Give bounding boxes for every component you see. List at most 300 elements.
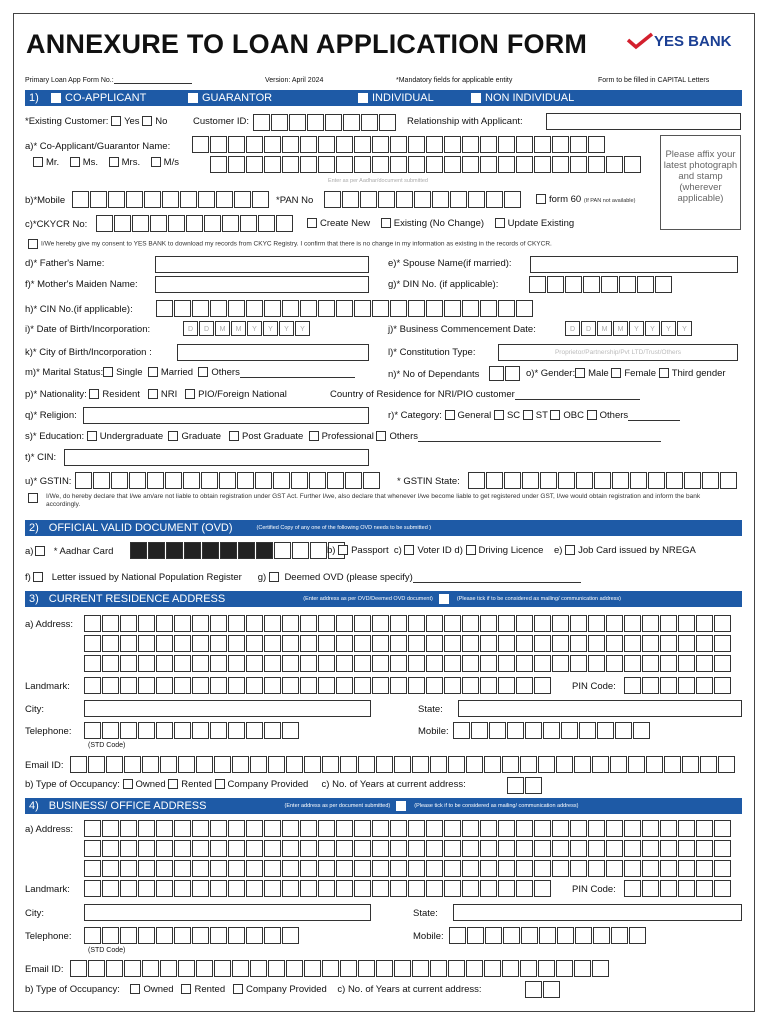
char-box[interactable] [318, 655, 335, 672]
char-box[interactable] [485, 927, 502, 944]
char-box[interactable] [192, 136, 209, 153]
char-box[interactable] [498, 860, 515, 877]
char-box[interactable] [174, 722, 191, 739]
char-box[interactable] [529, 276, 546, 293]
female-checkbox[interactable] [611, 368, 621, 378]
char-box[interactable] [264, 860, 281, 877]
char-box[interactable] [84, 880, 101, 897]
char-box[interactable] [466, 756, 483, 773]
char-box[interactable] [336, 635, 353, 652]
char-box[interactable] [558, 472, 575, 489]
char-box[interactable] [507, 722, 524, 739]
char-box[interactable] [90, 191, 107, 208]
char-box[interactable] [660, 677, 677, 694]
char-box[interactable] [70, 756, 87, 773]
s4-mailing-checkbox[interactable] [396, 801, 406, 811]
char-box[interactable] [449, 927, 466, 944]
char-box[interactable] [624, 156, 641, 173]
char-box[interactable] [498, 136, 515, 153]
char-box[interactable] [678, 860, 695, 877]
char-box[interactable] [102, 615, 119, 632]
char-box[interactable] [156, 880, 173, 897]
date-box[interactable]: D [565, 321, 580, 336]
char-box[interactable] [534, 860, 551, 877]
char-box[interactable] [138, 820, 155, 837]
char-box[interactable] [228, 635, 245, 652]
char-box[interactable] [192, 677, 209, 694]
char-box[interactable] [192, 300, 209, 317]
char-box[interactable] [540, 472, 557, 489]
char-box[interactable] [174, 677, 191, 694]
char-box[interactable] [570, 655, 587, 672]
char-box[interactable] [156, 840, 173, 857]
char-box[interactable] [246, 300, 263, 317]
char-box[interactable] [624, 840, 641, 857]
char-box[interactable] [462, 840, 479, 857]
char-box[interactable] [408, 860, 425, 877]
s3-owned-checkbox[interactable] [123, 779, 133, 789]
char-box[interactable] [210, 860, 227, 877]
char-box[interactable] [210, 655, 227, 672]
char-box[interactable] [505, 366, 520, 381]
post-graduate-checkbox[interactable] [229, 431, 239, 441]
char-box[interactable] [282, 722, 299, 739]
char-box[interactable] [444, 300, 461, 317]
mother-field[interactable] [155, 276, 369, 293]
char-box[interactable] [594, 472, 611, 489]
char-box[interactable] [565, 276, 582, 293]
char-box[interactable] [498, 615, 515, 632]
ckycr-boxes[interactable] [96, 215, 294, 232]
char-box[interactable] [156, 655, 173, 672]
s3-landmark-boxes[interactable] [84, 677, 552, 694]
char-box[interactable] [503, 927, 520, 944]
s4-state-field[interactable] [453, 904, 742, 921]
char-box[interactable] [354, 880, 371, 897]
char-box[interactable] [480, 635, 497, 652]
char-box[interactable] [354, 136, 371, 153]
char-box[interactable] [372, 655, 389, 672]
char-box[interactable] [120, 615, 137, 632]
update-existing-checkbox[interactable] [495, 218, 505, 228]
s4-owned-checkbox[interactable] [130, 984, 140, 994]
char-box[interactable] [480, 677, 497, 694]
char-box[interactable] [666, 472, 683, 489]
char-box[interactable] [336, 677, 353, 694]
s3-company-checkbox[interactable] [215, 779, 225, 789]
char-box[interactable] [534, 677, 551, 694]
char-box[interactable] [354, 840, 371, 857]
char-box[interactable] [186, 215, 203, 232]
char-box[interactable] [174, 840, 191, 857]
char-box[interactable] [390, 677, 407, 694]
char-box[interactable] [606, 635, 623, 652]
char-box[interactable] [162, 191, 179, 208]
char-box[interactable] [138, 880, 155, 897]
date-box[interactable]: Y [645, 321, 660, 336]
char-box[interactable] [390, 300, 407, 317]
char-box[interactable] [183, 472, 200, 489]
char-box[interactable] [252, 191, 269, 208]
char-box[interactable] [678, 655, 695, 672]
char-box[interactable] [120, 722, 137, 739]
s4-address-row2[interactable] [84, 840, 732, 857]
char-box[interactable] [228, 615, 245, 632]
char-box[interactable] [412, 960, 429, 977]
char-box[interactable] [678, 677, 695, 694]
char-box[interactable] [343, 114, 360, 131]
char-box[interactable] [484, 960, 501, 977]
char-box[interactable] [534, 880, 551, 897]
s3-address-row2[interactable] [84, 635, 732, 652]
char-box[interactable] [174, 615, 191, 632]
char-box[interactable] [84, 722, 101, 739]
char-box[interactable] [426, 820, 443, 837]
char-box[interactable] [232, 756, 249, 773]
char-box[interactable] [304, 960, 321, 977]
char-box[interactable] [642, 677, 659, 694]
s4-company-checkbox[interactable] [233, 984, 243, 994]
char-box[interactable] [138, 722, 155, 739]
char-box[interactable] [660, 840, 677, 857]
char-box[interactable] [174, 927, 191, 944]
char-box[interactable] [210, 615, 227, 632]
char-box[interactable] [228, 820, 245, 837]
char-box[interactable] [264, 677, 281, 694]
char-box[interactable] [268, 960, 285, 977]
char-box[interactable] [282, 635, 299, 652]
date-box[interactable]: Y [247, 321, 262, 336]
char-box[interactable] [408, 300, 425, 317]
char-box[interactable] [543, 981, 560, 998]
char-box[interactable] [570, 820, 587, 837]
char-box[interactable] [462, 635, 479, 652]
char-box[interactable] [444, 840, 461, 857]
char-box[interactable] [714, 880, 731, 897]
char-box[interactable] [336, 880, 353, 897]
char-box[interactable] [426, 615, 443, 632]
char-box[interactable] [597, 722, 614, 739]
char-box[interactable] [504, 472, 521, 489]
char-box[interactable] [282, 927, 299, 944]
char-box[interactable] [516, 136, 533, 153]
char-box[interactable] [408, 655, 425, 672]
char-box[interactable] [142, 756, 159, 773]
char-box[interactable] [325, 114, 342, 131]
char-box[interactable] [468, 191, 485, 208]
char-box[interactable] [714, 655, 731, 672]
date-box[interactable]: Y [677, 321, 692, 336]
char-box[interactable] [271, 114, 288, 131]
char-box[interactable] [336, 300, 353, 317]
char-box[interactable] [156, 820, 173, 837]
char-box[interactable] [276, 215, 293, 232]
char-box[interactable] [570, 635, 587, 652]
char-box[interactable] [700, 756, 717, 773]
char-box[interactable] [102, 880, 119, 897]
char-box[interactable] [120, 860, 137, 877]
char-box[interactable] [264, 820, 281, 837]
char-box[interactable] [432, 191, 449, 208]
s4-rented-checkbox[interactable] [181, 984, 191, 994]
char-box[interactable] [561, 722, 578, 739]
char-box[interactable] [444, 860, 461, 877]
char-box[interactable] [646, 756, 663, 773]
char-box[interactable] [570, 156, 587, 173]
char-box[interactable] [525, 777, 542, 794]
existing-no-change-checkbox[interactable] [381, 218, 391, 228]
char-box[interactable] [300, 635, 317, 652]
char-box[interactable] [606, 860, 623, 877]
char-box[interactable] [624, 635, 641, 652]
char-box[interactable] [390, 615, 407, 632]
char-box[interactable] [363, 472, 380, 489]
char-box[interactable] [156, 860, 173, 877]
npr-checkbox[interactable] [33, 572, 43, 582]
s3-pin-boxes[interactable] [624, 677, 732, 694]
aadhar-digit-box[interactable] [202, 542, 219, 559]
char-box[interactable] [174, 860, 191, 877]
char-box[interactable] [516, 156, 533, 173]
char-box[interactable] [534, 820, 551, 837]
aadhar-digit-box[interactable] [256, 542, 273, 559]
char-box[interactable] [246, 840, 263, 857]
s3-mobile-boxes[interactable] [453, 722, 651, 739]
char-box[interactable] [624, 880, 641, 897]
char-box[interactable] [480, 655, 497, 672]
char-box[interactable] [336, 820, 353, 837]
char-box[interactable] [714, 840, 731, 857]
char-box[interactable] [102, 820, 119, 837]
char-box[interactable] [660, 635, 677, 652]
char-box[interactable] [579, 722, 596, 739]
char-box[interactable] [612, 472, 629, 489]
char-box[interactable] [178, 960, 195, 977]
char-box[interactable] [84, 927, 101, 944]
char-box[interactable] [426, 860, 443, 877]
char-box[interactable] [588, 635, 605, 652]
char-box[interactable] [390, 820, 407, 837]
char-box[interactable] [246, 156, 263, 173]
char-box[interactable] [336, 860, 353, 877]
date-box[interactable]: Y [295, 321, 310, 336]
char-box[interactable] [138, 655, 155, 672]
gstin-state-boxes[interactable] [468, 472, 738, 489]
char-box[interactable] [678, 840, 695, 857]
char-box[interactable] [444, 156, 461, 173]
char-box[interactable] [84, 677, 101, 694]
char-box[interactable] [336, 615, 353, 632]
char-box[interactable] [282, 880, 299, 897]
char-box[interactable] [192, 635, 209, 652]
char-box[interactable] [480, 840, 497, 857]
char-box[interactable] [486, 191, 503, 208]
graduate-checkbox[interactable] [168, 431, 178, 441]
char-box[interactable] [300, 860, 317, 877]
char-box[interactable] [498, 820, 515, 837]
char-box[interactable] [372, 615, 389, 632]
char-box[interactable] [102, 860, 119, 877]
aadhar-digit-box[interactable] [220, 542, 237, 559]
char-box[interactable] [642, 820, 659, 837]
char-box[interactable] [426, 655, 443, 672]
char-box[interactable] [588, 655, 605, 672]
char-box[interactable] [300, 136, 317, 153]
char-box[interactable] [450, 191, 467, 208]
dependants-boxes[interactable] [489, 366, 521, 381]
char-box[interactable] [126, 191, 143, 208]
char-box[interactable] [156, 615, 173, 632]
char-box[interactable] [718, 756, 735, 773]
char-box[interactable] [336, 840, 353, 857]
cin-app-boxes[interactable] [156, 300, 534, 317]
char-box[interactable] [538, 756, 555, 773]
char-box[interactable] [210, 880, 227, 897]
char-box[interactable] [84, 840, 101, 857]
char-box[interactable] [174, 880, 191, 897]
char-box[interactable] [414, 191, 431, 208]
char-box[interactable] [246, 635, 263, 652]
char-box[interactable] [246, 860, 263, 877]
opt-guarantor[interactable]: GUARANTOR [188, 92, 272, 104]
char-box[interactable] [354, 860, 371, 877]
char-box[interactable] [360, 191, 377, 208]
aadhar-digit-box[interactable] [238, 542, 255, 559]
char-box[interactable] [394, 756, 411, 773]
char-box[interactable] [615, 722, 632, 739]
opt-non-individual[interactable]: NON INDIVIDUAL [471, 92, 574, 104]
char-box[interactable] [210, 722, 227, 739]
s3-rented-checkbox[interactable] [168, 779, 178, 789]
char-box[interactable] [480, 300, 497, 317]
char-box[interactable] [192, 880, 209, 897]
yes-checkbox[interactable] [111, 116, 121, 126]
char-box[interactable] [264, 722, 281, 739]
char-box[interactable] [714, 615, 731, 632]
char-box[interactable] [534, 635, 551, 652]
char-box[interactable] [522, 472, 539, 489]
aadhar-digit-box[interactable] [130, 542, 147, 559]
char-box[interactable] [102, 655, 119, 672]
char-box[interactable] [426, 840, 443, 857]
char-box[interactable] [637, 276, 654, 293]
char-box[interactable] [102, 677, 119, 694]
char-box[interactable] [408, 880, 425, 897]
char-box[interactable] [660, 820, 677, 837]
char-box[interactable] [588, 615, 605, 632]
char-box[interactable] [354, 655, 371, 672]
char-box[interactable] [516, 820, 533, 837]
char-box[interactable] [520, 756, 537, 773]
char-box[interactable] [289, 114, 306, 131]
char-box[interactable] [246, 820, 263, 837]
char-box[interactable] [502, 756, 519, 773]
char-box[interactable] [268, 756, 285, 773]
char-box[interactable] [210, 677, 227, 694]
char-box[interactable] [480, 820, 497, 837]
char-box[interactable] [165, 472, 182, 489]
char-box[interactable] [216, 191, 233, 208]
s3-address-row1[interactable] [84, 615, 732, 632]
char-box[interactable] [588, 840, 605, 857]
char-box[interactable] [552, 136, 569, 153]
ms-checkbox[interactable] [70, 157, 80, 167]
aadhar-boxes[interactable] [130, 542, 346, 559]
char-box[interactable] [696, 840, 713, 857]
char-box[interactable] [129, 472, 146, 489]
char-box[interactable] [228, 655, 245, 672]
char-box[interactable] [264, 840, 281, 857]
bcd-boxes[interactable] [565, 321, 693, 336]
aadhar-digit-box[interactable] [292, 542, 309, 559]
gst-decl-checkbox[interactable] [28, 493, 38, 503]
char-box[interactable] [246, 722, 263, 739]
aadhar-digit-box[interactable] [310, 542, 327, 559]
char-box[interactable] [426, 635, 443, 652]
nri-checkbox[interactable] [148, 389, 158, 399]
char-box[interactable] [601, 276, 618, 293]
char-box[interactable] [444, 635, 461, 652]
char-box[interactable] [462, 655, 479, 672]
char-box[interactable] [372, 860, 389, 877]
date-box[interactable]: Y [661, 321, 676, 336]
char-box[interactable] [228, 722, 245, 739]
st-checkbox[interactable] [523, 410, 533, 420]
char-box[interactable] [219, 472, 236, 489]
third-gender-checkbox[interactable] [659, 368, 669, 378]
char-box[interactable] [502, 960, 519, 977]
char-box[interactable] [702, 472, 719, 489]
char-box[interactable] [318, 677, 335, 694]
char-box[interactable] [358, 756, 375, 773]
char-box[interactable] [222, 215, 239, 232]
char-box[interactable] [84, 655, 101, 672]
char-box[interactable] [264, 635, 281, 652]
char-box[interactable] [430, 756, 447, 773]
name-boxes-row2[interactable] [210, 156, 642, 173]
char-box[interactable] [489, 366, 504, 381]
char-box[interactable] [678, 615, 695, 632]
char-box[interactable] [178, 756, 195, 773]
char-box[interactable] [552, 635, 569, 652]
mrs-checkbox[interactable] [109, 157, 119, 167]
char-box[interactable] [372, 880, 389, 897]
char-box[interactable] [114, 215, 131, 232]
char-box[interactable] [507, 777, 524, 794]
s4-years-boxes[interactable] [525, 981, 561, 998]
char-box[interactable] [588, 156, 605, 173]
char-box[interactable] [610, 756, 627, 773]
aadhar-digit-box[interactable] [166, 542, 183, 559]
char-box[interactable] [106, 960, 123, 977]
char-box[interactable] [682, 756, 699, 773]
char-box[interactable] [556, 960, 573, 977]
char-box[interactable] [204, 215, 221, 232]
char-box[interactable] [552, 860, 569, 877]
general-checkbox[interactable] [445, 410, 455, 420]
char-box[interactable] [660, 655, 677, 672]
char-box[interactable] [228, 677, 245, 694]
char-box[interactable] [498, 156, 515, 173]
opt-co-applicant[interactable]: CO-APPLICANT [51, 92, 146, 104]
char-box[interactable] [462, 677, 479, 694]
char-box[interactable] [234, 191, 251, 208]
char-box[interactable] [453, 722, 470, 739]
sc-checkbox[interactable] [494, 410, 504, 420]
religion-field[interactable] [83, 407, 369, 424]
char-box[interactable] [498, 635, 515, 652]
s3-address-row3[interactable] [84, 655, 732, 672]
